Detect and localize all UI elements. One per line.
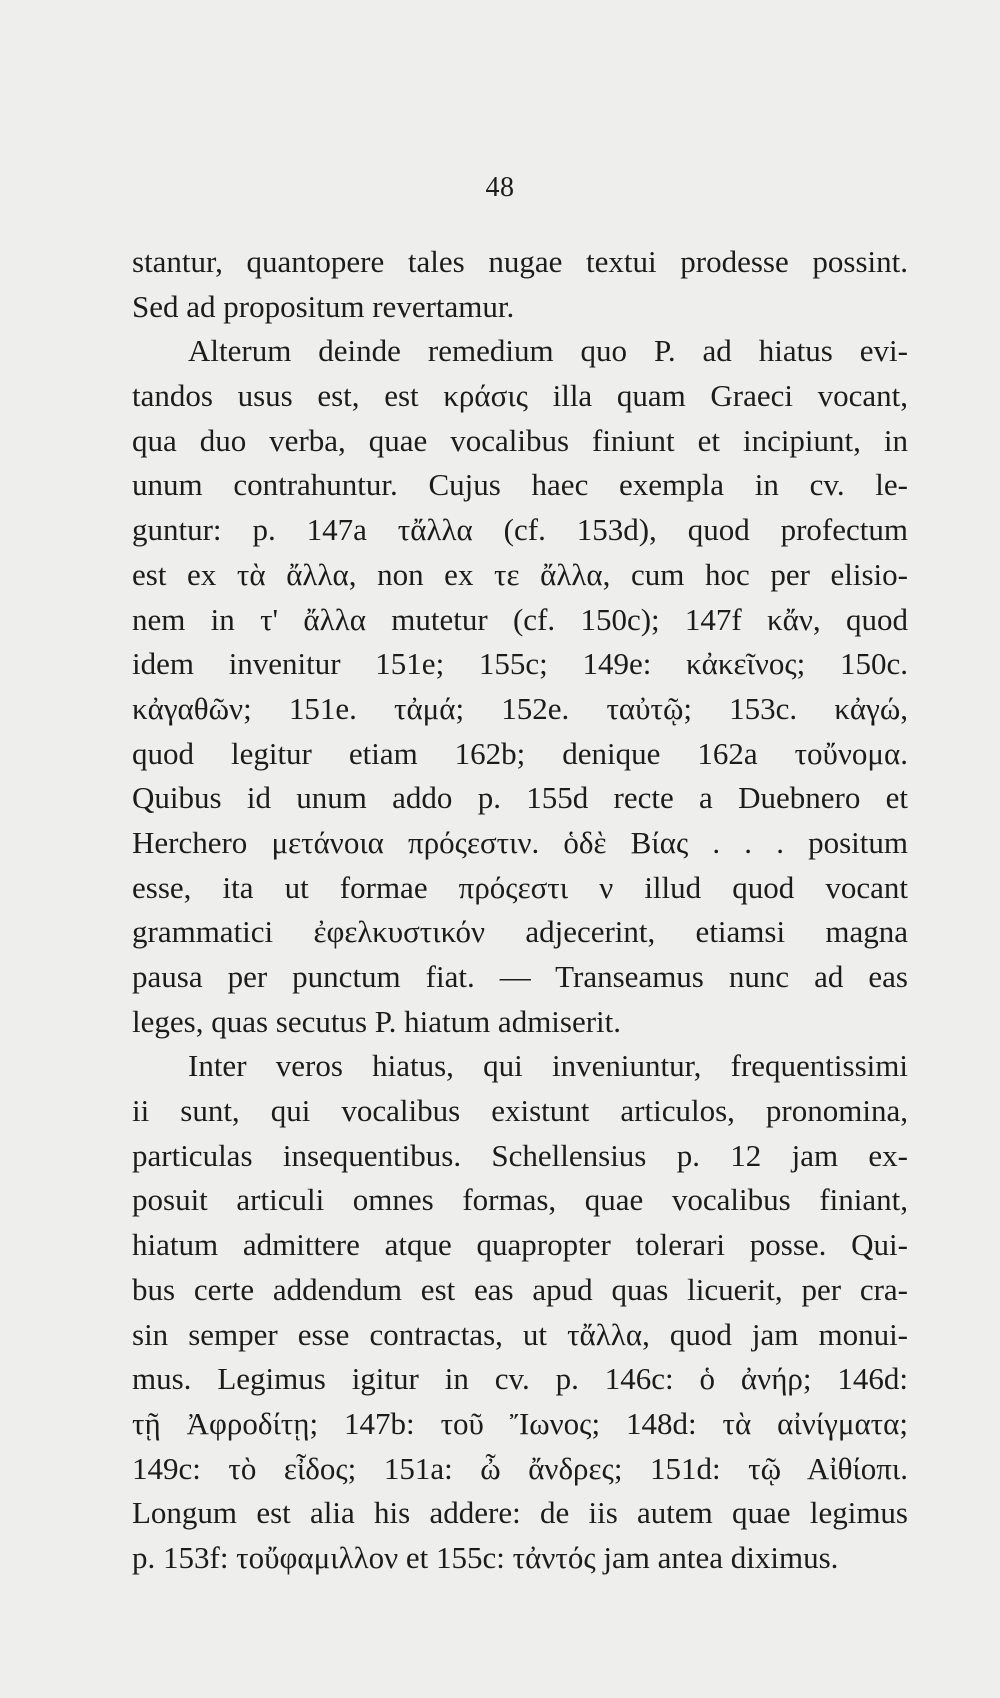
text-line: idem invenitur 151e; 155c; 149e: κἀκεῖνος; 150c. <box>132 646 908 682</box>
text-line: unum contrahuntur. Cujus haec exempla in cv. le- <box>132 467 908 503</box>
text-line: particulas insequentibus. Schellensius p. 12 jam ex- <box>132 1137 908 1173</box>
text-line: 149c: τὸ εἶδος; 151a: ὦ ἄνδρες; 151d: τῷ Αἰθίοπι. <box>132 1450 908 1486</box>
text-line: qua duo verba, quae vocalibus finiunt et incipiunt, in <box>132 422 908 458</box>
text-line: p. 153f: τοὔφαμιλλον et 155c: τἀντός jam antea diximus. <box>132 1539 839 1575</box>
text-line: est ex τὰ ἄλλα, non ex τε ἄλλα, cum hoc per elisio- <box>132 556 908 592</box>
text-line: posuit articuli omnes formas, quae vocalibus finiant, <box>132 1182 908 1218</box>
text-line: bus certe addendum est eas apud quas licuerit, per cra- <box>132 1271 908 1307</box>
text-line: hiatum admittere atque quapropter tolerari posse. Qui- <box>132 1227 908 1263</box>
page-number: 48 <box>485 172 515 203</box>
text-line: grammatici ἐφελκυστικόν adjecerint, etiamsi magna <box>132 914 908 950</box>
text-line: quod legitur etiam 162b; denique 162a τοὔνομα. <box>132 735 908 771</box>
text-line: sin semper esse contractas, ut τἄλλα, quod jam monui- <box>132 1316 908 1352</box>
text-line: Alterum deinde remedium quo P. ad hiatus evi- <box>188 333 908 369</box>
text-line: tandos usus est, est κράσις illa quam Graeci vocant, <box>132 378 908 414</box>
text-line: stantur, quantopere tales nugae textui prodesse possint. <box>132 244 908 279</box>
text-line: mus. Legimus igitur in cv. p. 146c: ὁ ἀνήρ; 146d: <box>132 1361 908 1397</box>
text-line: guntur: p. 147a τἄλλα (cf. 153d), quod profectum <box>132 512 908 548</box>
text-line: leges, quas secutus P. hiatum admiserit. <box>132 1003 622 1039</box>
text-line: nem in τ' ἄλλα mutetur (cf. 150c); 147f κἄν, quod <box>132 601 908 637</box>
text-line: esse, ita ut formae πρόςεστι ν illud quod vocant <box>132 869 908 905</box>
text-line: Inter veros hiatus, qui inveniuntur, frequentissimi <box>188 1048 908 1084</box>
text-line: τῇ Ἀφροδίτῃ; 147b: τοῦ Ἴωνος; 148d: τὰ αἰνίγματα; <box>132 1405 908 1441</box>
text-line: κἀγαθῶν; 151e. τἀμά; 152e. ταὐτῷ; 153c. κἀγώ, <box>132 690 908 726</box>
text-line: pausa per punctum fiat. — Transeamus nunc ad eas <box>132 959 908 994</box>
text-line: Quibus id unum addo p. 155d recte a Duebnero et <box>132 780 908 816</box>
text-line: Sed ad propositum revertamur. <box>132 288 515 324</box>
text-line: Longum est alia his addere: de iis autem quae legimus <box>132 1495 908 1531</box>
text-line: Herchero μετάνοια πρόςεστιν. ὁδὲ Βίας . . . positum <box>132 824 908 860</box>
text-line: ii sunt, qui vocalibus existunt articulos, pronomina, <box>132 1093 908 1129</box>
body-text <box>132 240 908 1581</box>
